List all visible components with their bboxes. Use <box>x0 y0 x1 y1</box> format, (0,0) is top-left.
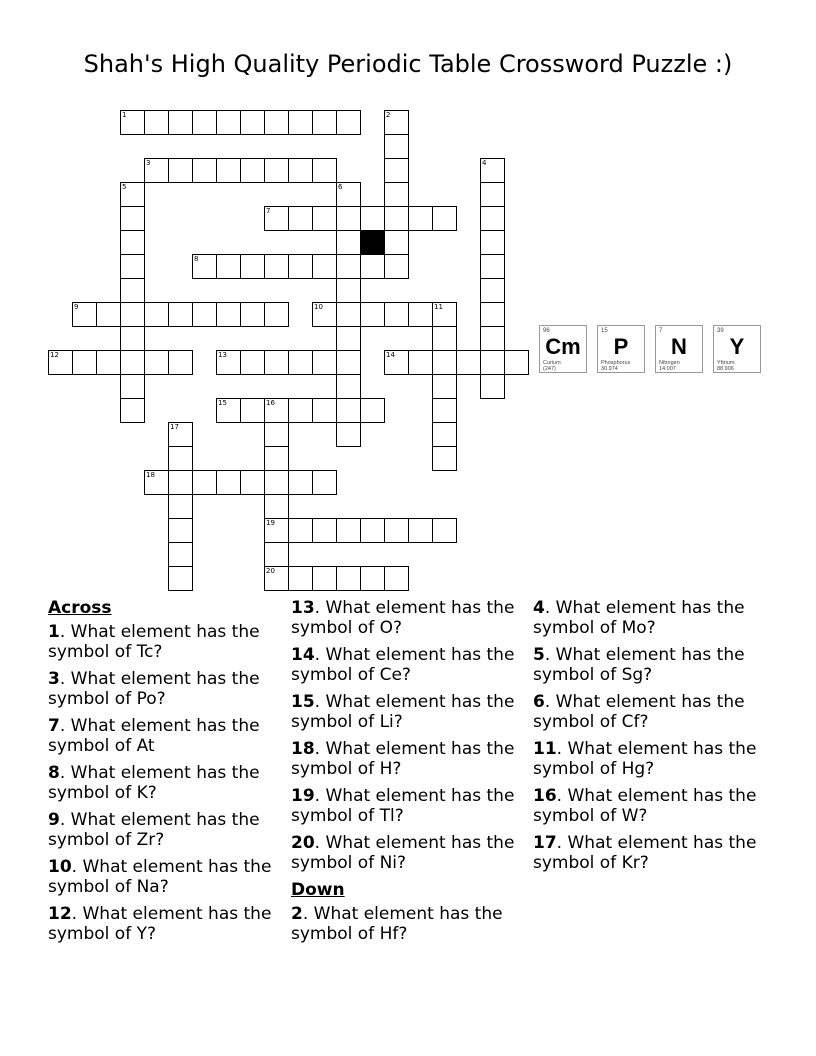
crossword-cell[interactable] <box>480 158 505 183</box>
crossword-cell[interactable] <box>312 518 337 543</box>
clue-down-6: 6. What element has the symbol of Cf? <box>533 692 745 732</box>
crossword-cell[interactable] <box>480 230 505 255</box>
crossword-cell[interactable] <box>408 350 433 375</box>
crossword-cell[interactable] <box>288 158 313 183</box>
crossword-cell[interactable] <box>264 254 289 279</box>
atomic-mass: 88.906 <box>717 366 734 372</box>
crossword-cell[interactable] <box>144 302 169 327</box>
crossword-cell[interactable] <box>312 398 337 423</box>
crossword-cell[interactable] <box>192 158 217 183</box>
crossword-cell[interactable] <box>312 110 337 135</box>
crossword-cell[interactable] <box>480 326 505 351</box>
cell-number: 10 <box>314 303 323 311</box>
crossword-cell[interactable] <box>168 566 193 591</box>
crossword-cell[interactable] <box>168 494 193 519</box>
crossword-cell[interactable] <box>120 182 145 207</box>
crossword-cell[interactable] <box>216 302 241 327</box>
crossword-cell[interactable] <box>264 470 289 495</box>
crossword-cell[interactable] <box>432 446 457 471</box>
crossword-cell[interactable] <box>216 398 241 423</box>
crossword-cell[interactable] <box>120 254 145 279</box>
crossword-cell[interactable] <box>384 254 409 279</box>
crossword-cell[interactable] <box>384 206 409 231</box>
cell-number: 13 <box>218 351 227 359</box>
crossword-cell[interactable] <box>216 254 241 279</box>
crossword-cell[interactable] <box>312 158 337 183</box>
crossword-cell[interactable] <box>240 470 265 495</box>
crossword-cell[interactable] <box>48 350 73 375</box>
crossword-cell[interactable] <box>384 350 409 375</box>
crossword-cell[interactable] <box>120 206 145 231</box>
crossword-cell[interactable] <box>336 566 361 591</box>
crossword-cell[interactable] <box>168 542 193 567</box>
crossword-cell[interactable] <box>312 206 337 231</box>
crossword-cell[interactable] <box>168 518 193 543</box>
cell-number: 11 <box>434 303 443 311</box>
crossword-cell[interactable] <box>216 470 241 495</box>
crossword-cell[interactable] <box>120 302 145 327</box>
crossword-cell[interactable] <box>288 206 313 231</box>
crossword-cell[interactable] <box>120 398 145 423</box>
crossword-cell[interactable] <box>72 302 97 327</box>
crossword-cell[interactable] <box>360 398 385 423</box>
cell-number: 2 <box>386 111 391 119</box>
crossword-cell[interactable] <box>336 518 361 543</box>
clue-across-9: 9. What element has the symbol of Zr? <box>48 810 260 850</box>
blocked-square <box>360 230 385 255</box>
crossword-cell[interactable] <box>144 470 169 495</box>
crossword-cell[interactable] <box>384 302 409 327</box>
crossword-cell[interactable] <box>240 254 265 279</box>
crossword-cell[interactable] <box>480 374 505 399</box>
crossword-cell[interactable] <box>384 566 409 591</box>
crossword-cell[interactable] <box>168 470 193 495</box>
atomic-number: 39 <box>717 328 724 334</box>
crossword-cell[interactable] <box>240 158 265 183</box>
crossword-cell[interactable] <box>432 422 457 447</box>
crossword-cell[interactable] <box>432 302 457 327</box>
down-heading: Down <box>291 880 345 900</box>
crossword-cell[interactable] <box>480 254 505 279</box>
puzzle-title: Shah's High Quality Periodic Table Crossword Puzzle :) <box>83 50 733 78</box>
clue-across-19: 19. What element has the symbol of Tl? <box>291 786 515 826</box>
crossword-cell[interactable] <box>360 566 385 591</box>
crossword-cell[interactable] <box>432 206 457 231</box>
crossword-cell[interactable] <box>456 350 481 375</box>
cell-number: 7 <box>266 207 271 215</box>
crossword-cell[interactable] <box>480 182 505 207</box>
element-tile-curium <box>539 325 587 373</box>
clue-down-11: 11. What element has the symbol of Hg? <box>533 739 757 779</box>
clue-across-13: 13. What element has the symbol of O? <box>291 598 515 638</box>
crossword-cell[interactable] <box>336 230 361 255</box>
atomic-number: 15 <box>601 328 608 334</box>
crossword-cell[interactable] <box>96 302 121 327</box>
crossword-cell[interactable] <box>264 350 289 375</box>
clues-column-1 <box>48 598 283 951</box>
clues-column-3 <box>533 598 768 880</box>
crossword-cell[interactable] <box>264 110 289 135</box>
crossword-cell[interactable] <box>264 158 289 183</box>
crossword-cell[interactable] <box>336 350 361 375</box>
crossword-cell[interactable] <box>432 518 457 543</box>
crossword-cell[interactable] <box>120 278 145 303</box>
crossword-cell[interactable] <box>264 542 289 567</box>
crossword-cell[interactable] <box>264 566 289 591</box>
crossword-cell[interactable] <box>144 110 169 135</box>
clue-down-5: 5. What element has the symbol of Sg? <box>533 645 745 685</box>
crossword-cell[interactable] <box>408 518 433 543</box>
crossword-cell[interactable] <box>336 374 361 399</box>
atomic-mass: 30.974 <box>601 366 618 372</box>
crossword-cell[interactable] <box>336 302 361 327</box>
crossword-cell[interactable] <box>288 254 313 279</box>
crossword-cell[interactable] <box>336 206 361 231</box>
crossword-cell[interactable] <box>120 350 145 375</box>
crossword-cell[interactable] <box>312 254 337 279</box>
clue-across-7: 7. What element has the symbol of At <box>48 716 260 756</box>
crossword-cell[interactable] <box>168 422 193 447</box>
crossword-cell[interactable] <box>168 302 193 327</box>
crossword-cell[interactable] <box>384 110 409 135</box>
cell-number: 6 <box>338 183 343 191</box>
crossword-cell[interactable] <box>192 254 217 279</box>
crossword-cell[interactable] <box>240 110 265 135</box>
crossword-cell[interactable] <box>360 206 385 231</box>
crossword-cell[interactable] <box>432 398 457 423</box>
crossword-cell[interactable] <box>96 350 121 375</box>
crossword-cell[interactable] <box>288 470 313 495</box>
crossword-cell[interactable] <box>264 302 289 327</box>
crossword-cell[interactable] <box>360 254 385 279</box>
clue-across-10: 10. What element has the symbol of Na? <box>48 857 272 897</box>
clue-across-8: 8. What element has the symbol of K? <box>48 763 260 803</box>
crossword-cell[interactable] <box>264 398 289 423</box>
crossword-cell[interactable] <box>336 278 361 303</box>
crossword-cell[interactable] <box>312 470 337 495</box>
crossword-cell[interactable] <box>240 302 265 327</box>
crossword-cell[interactable] <box>72 350 97 375</box>
crossword-cell[interactable] <box>264 422 289 447</box>
crossword-cell[interactable] <box>480 206 505 231</box>
clue-across-12: 12. What element has the symbol of Y? <box>48 904 272 944</box>
crossword-cell[interactable] <box>216 110 241 135</box>
cell-number: 1 <box>122 111 127 119</box>
crossword-cell[interactable] <box>480 350 505 375</box>
clues-column-2 <box>291 598 526 951</box>
crossword-cell[interactable] <box>432 326 457 351</box>
crossword-cell[interactable] <box>336 398 361 423</box>
element-tile-phosphorus <box>597 325 645 373</box>
crossword-cell[interactable] <box>192 110 217 135</box>
crossword-cell[interactable] <box>432 374 457 399</box>
crossword-cell[interactable] <box>144 158 169 183</box>
cell-number: 12 <box>50 351 59 359</box>
element-name: Yttrium <box>717 360 735 366</box>
clue-down-16: 16. What element has the symbol of W? <box>533 786 757 826</box>
crossword-cell[interactable] <box>288 398 313 423</box>
element-name: Curium <box>543 360 561 366</box>
crossword-cell[interactable] <box>504 350 529 375</box>
crossword-cell[interactable] <box>336 422 361 447</box>
crossword-cell[interactable] <box>120 374 145 399</box>
atomic-mass: 14.007 <box>659 366 676 372</box>
crossword-cell[interactable] <box>240 350 265 375</box>
crossword-cell[interactable] <box>384 182 409 207</box>
cell-number: 9 <box>74 303 79 311</box>
crossword-cell[interactable] <box>144 350 169 375</box>
clue-across-3: 3. What element has the symbol of Po? <box>48 669 260 709</box>
crossword-cell[interactable] <box>216 350 241 375</box>
crossword-cell[interactable] <box>336 326 361 351</box>
crossword-cell[interactable] <box>480 302 505 327</box>
element-symbol: P <box>613 334 629 359</box>
cell-number: 16 <box>266 399 275 407</box>
crossword-cell[interactable] <box>336 182 361 207</box>
cell-number: 20 <box>266 567 275 575</box>
crossword-cell[interactable] <box>360 302 385 327</box>
crossword-cell[interactable] <box>480 278 505 303</box>
cell-number: 5 <box>122 183 127 191</box>
crossword-cell[interactable] <box>216 158 241 183</box>
element-tile-nitrogen <box>655 325 703 373</box>
crossword-cell[interactable] <box>312 302 337 327</box>
atomic-mass: (247) <box>543 366 556 372</box>
crossword-cell[interactable] <box>408 206 433 231</box>
crossword-cell[interactable] <box>384 230 409 255</box>
clue-down-2: 2. What element has the symbol of Hf? <box>291 904 503 944</box>
atomic-number: 96 <box>543 328 550 334</box>
crossword-cell[interactable] <box>264 518 289 543</box>
clue-down-17: 17. What element has the symbol of Kr? <box>533 833 757 873</box>
crossword-cell[interactable] <box>336 254 361 279</box>
cell-number: 8 <box>194 255 199 263</box>
crossword-cell[interactable] <box>288 566 313 591</box>
cell-number: 14 <box>386 351 395 359</box>
cell-number: 17 <box>170 423 179 431</box>
element-symbol: N <box>671 334 687 359</box>
crossword-cell[interactable] <box>384 518 409 543</box>
crossword-cell[interactable] <box>168 158 193 183</box>
crossword-cell[interactable] <box>120 326 145 351</box>
clue-across-15: 15. What element has the symbol of Li? <box>291 692 515 732</box>
crossword-cell[interactable] <box>168 446 193 471</box>
crossword-cell[interactable] <box>192 470 217 495</box>
clue-across-1: 1. What element has the symbol of Tc? <box>48 622 260 662</box>
crossword-cell[interactable] <box>168 110 193 135</box>
crossword-cell[interactable] <box>384 134 409 159</box>
crossword-cell[interactable] <box>288 350 313 375</box>
element-symbol: Y <box>729 334 745 359</box>
atomic-number: 7 <box>659 328 663 334</box>
crossword-cell[interactable] <box>312 566 337 591</box>
clue-across-20: 20. What element has the symbol of Ni? <box>291 833 515 873</box>
crossword-cell[interactable] <box>288 110 313 135</box>
clue-across-18: 18. What element has the symbol of H? <box>291 739 515 779</box>
crossword-cell[interactable] <box>312 350 337 375</box>
crossword-cell[interactable] <box>192 302 217 327</box>
element-tile-yttrium <box>713 325 761 373</box>
cell-number: 19 <box>266 519 275 527</box>
crossword-cell[interactable] <box>264 446 289 471</box>
crossword-cell[interactable] <box>360 518 385 543</box>
element-symbol: Cm <box>545 334 581 359</box>
cell-number: 4 <box>482 159 487 167</box>
across-heading: Across <box>48 598 112 618</box>
clue-down-4: 4. What element has the symbol of Mo? <box>533 598 745 638</box>
crossword-cell[interactable] <box>408 302 433 327</box>
clue-across-14: 14. What element has the symbol of Ce? <box>291 645 515 685</box>
crossword-cell[interactable] <box>336 110 361 135</box>
crossword-cell[interactable] <box>264 206 289 231</box>
crossword-cell[interactable] <box>288 518 313 543</box>
crossword-cell[interactable] <box>240 398 265 423</box>
crossword-cell[interactable] <box>120 110 145 135</box>
crossword-cell[interactable] <box>384 158 409 183</box>
element-name: Nitrogen <box>659 360 680 366</box>
crossword-cell[interactable] <box>264 494 289 519</box>
crossword-cell[interactable] <box>120 230 145 255</box>
cell-number: 3 <box>146 159 151 167</box>
cell-number: 18 <box>146 471 155 479</box>
crossword-cell[interactable] <box>168 350 193 375</box>
crossword-cell[interactable] <box>432 350 457 375</box>
cell-number: 15 <box>218 399 227 407</box>
element-name: Phosphorus <box>601 360 631 366</box>
